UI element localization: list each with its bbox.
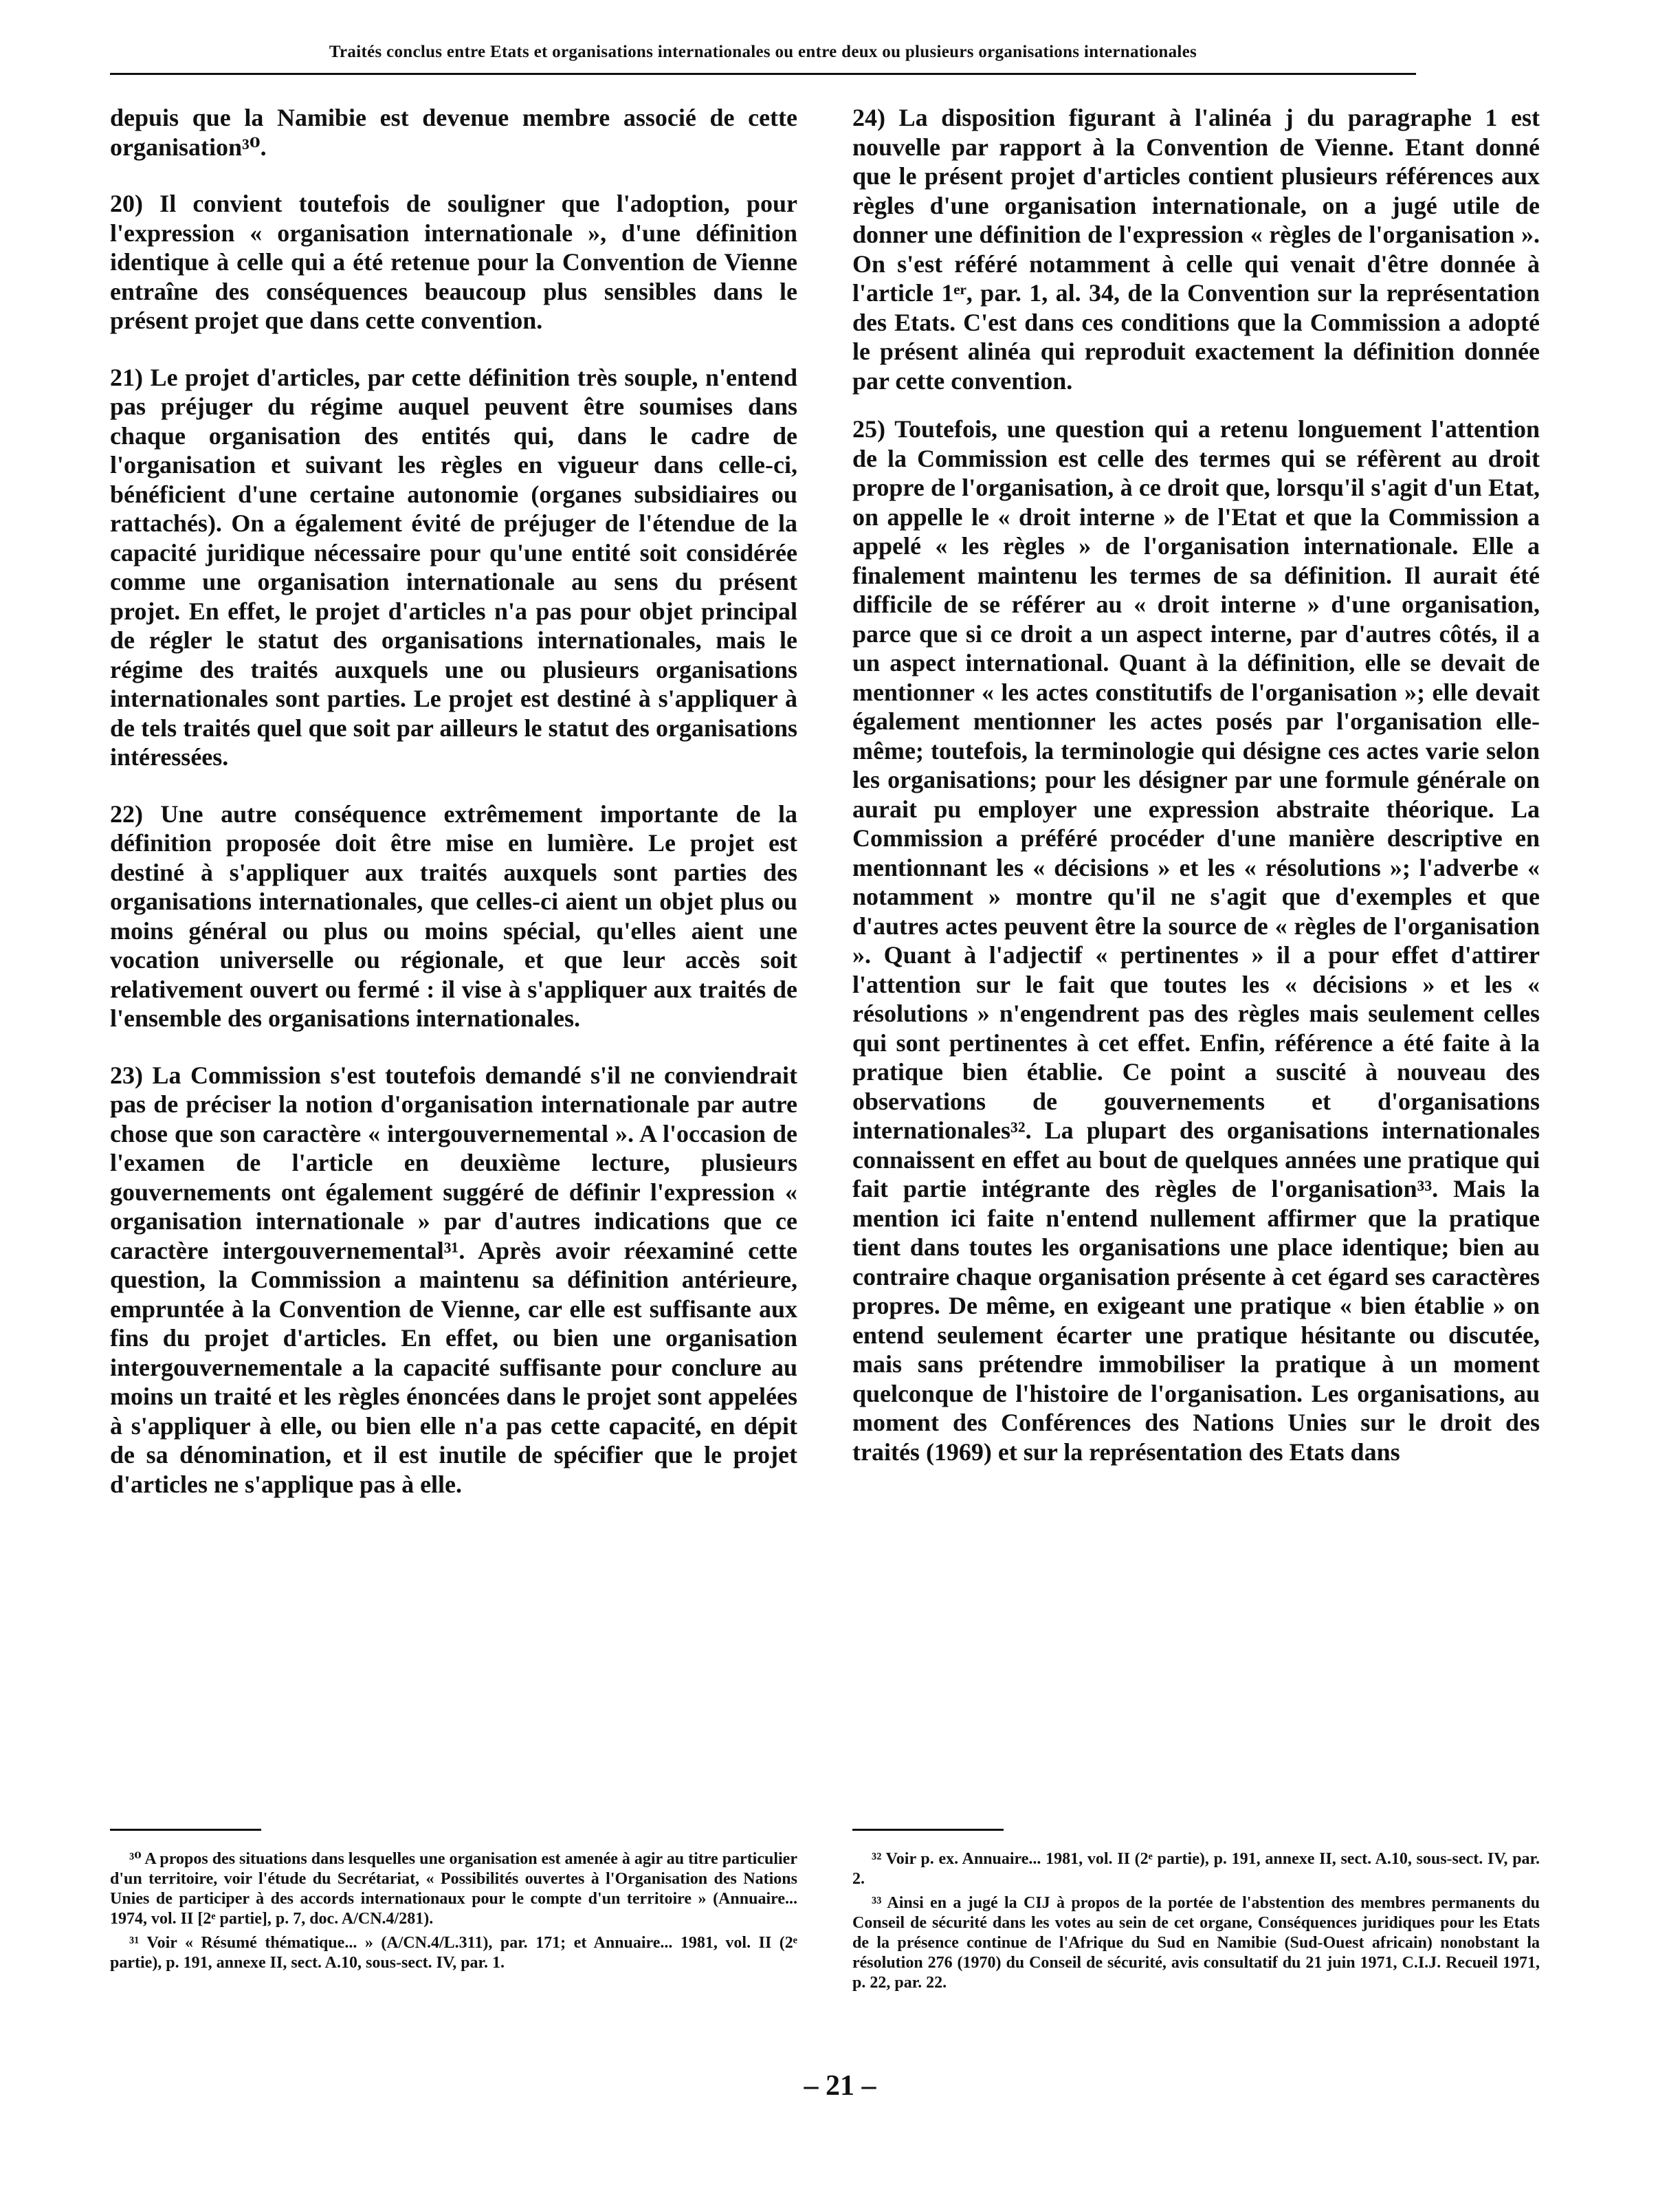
paragraph-22: 22) Une autre conséquence extrêmement importante de la définition proposée doit être mise en lumière. Le projet est destiné à s'appliquer aux traités auxquels sont parties des organisations internationales, que celles-ci aient un objet plus ou moins général ou plus ou moins spécial, qu'elles aient une vocation universelle ou régionale, et que leur accès soit relativement ouvert ou fermé : il vise à s'appliquer aux traités de l'ensemble des organisations internationales. [110, 800, 797, 1032]
page-number: – 21 – [804, 2070, 876, 2102]
paragraph-24: 24) La disposition figurant à l'alinéa j du paragraphe 1 est nouvelle par rapport à la Convention de Vienne. Etant donné que le présent projet d'articles contient plusieurs références aux règles d'une organisation internationale, on a jugé utile de donner une définition de l'expression « règles de l'organisation ». On s'est référé notamment à celle qui venait d'être donnée à l'article 1ᵉʳ, par. 1, al. 34, de la Convention sur la représentation des Etats. C'est dans ces conditions que la Commission a adopté le présent alinéa qui reproduit exactement la définition donnée par cette convention. [852, 104, 1540, 395]
right-column [852, 103, 1540, 1494]
footnote-31: ³¹ Voir « Résumé thématique... » (A/CN.4/L.311), par. 171; et Annuaire... 1981, vol. II (2ᵉ partie), p. 191, annexe II, sect. A.10, sous-sect. IV, par. 1. [110, 1934, 797, 1972]
paragraph-23: 23) La Commission s'est toutefois demandé s'il ne conviendrait pas de préciser la notion d'organisation internationale par autre chose que son caractère « intergouvernemental ». A l'occasion de l'examen de l'article en deuxième lecture, plusieurs gouvernements ont également suggéré de définir l'expression « organisation internationale » par d'autres indications que ce caractère intergouvernemental³¹. Après avoir réexaminé cette question, la Commission a maintenu sa définition antérieure, empruntée à la Convention de Vienne, car elle est suffisante aux fins du projet d'articles. En effet, ou bien une organisation intergouvernementale a la capacité suffisante pour conclure au moins un traité et les règles énoncées dans le projet sont appelées à s'appliquer à elle, ou bien elle n'a pas cette capacité, en dépit de sa dénomination, et il est inutile de spécifier que le projet d'articles ne s'applique pas à elle. [110, 1061, 797, 1498]
paragraph-continuation: depuis que la Namibie est devenue membre associé de cette organisation³⁰. [110, 104, 797, 161]
footnotes-left [110, 1849, 797, 1977]
footnotes-right [852, 1849, 1540, 1997]
footnote-32: ³² Voir p. ex. Annuaire... 1981, vol. II (2ᵉ partie), p. 191, annexe II, sect. A.10, sous-sect. IV, par. 2. [852, 1850, 1540, 1888]
paragraph-20: 20) Il convient toutefois de souligner que l'adoption, pour l'expression « organisation internationale », d'une définition identique à celle qui a été retenue pour la Convention de Vienne entraîne des conséquences beaucoup plus sensibles dans le présent projet que dans cette convention. [110, 190, 797, 334]
header-rule [110, 73, 1416, 75]
footnote-30: ³⁰ A propos des situations dans lesquelles une organisation est amenée à agir au titre particulier d'un territoire, voir l'étude du Secrétariat, « Possibilités ouvertes à l'Organisation des Nations Unies de participer à des accords internationaux pour le compte d'un territoire » (Annuaire... 1974, vol. II [2ᵉ partie], p. 7, doc. A/CN.4/281). [110, 1850, 797, 1928]
paragraph-25: 25) Toutefois, une question qui a retenu longuement l'attention de la Commission est celle des termes qui se réfèrent au droit propre de l'organisation, à ce droit que, lorsqu'il s'agit d'un Etat, on appelle le « droit interne » de l'Etat et que la Commission a appelé « les règles » de l'organisation internationale. Elle a finalement maintenu les termes de sa définition. Il aurait été difficile de se référer au « droit interne » d'une organisation, parce que si ce droit a un aspect interne, par d'autres côtés, il a un aspect international. Quant à la définition, elle se devait de mentionner « les actes constitutifs de l'organisation »; elle devait également mentionner les actes posés par l'organisation elle-même; toutefois, la terminologie qui désigne ces actes varie selon les organisations; pour les désigner par une formule générale on aurait pu employer une expression abstraite théorique. La Commission a préféré procéder d'une manière descriptive en mentionnant les « décisions » et les « résolutions »; l'adverbe « notamment » montre qu'il ne s'agit que d'exemples et que d'autres actes peuvent être la source de « règles de l'organisation ». Quant à l'adjectif « pertinentes » il a pour effet d'attirer l'attention sur le fait que toutes les « décisions » et les « résolutions » n'engendrent pas des règles mais seulement celles qui sont pertinentes à cet effet. Enfin, référence a été faite à la pratique bien établie. Ce point a suscité à nouveau des observations de gouvernements et d'organisations internationales³². La plupart des organisations internationales connaissent en effet au bout de quelques années une pratique qui fait partie intégrante des règles de l'organisation³³. Mais la mention ici faite n'entend nullement affirmer que la pratique tient dans toutes les organisations une place identique; bien au contraire chaque organisation présente à cet égard ses caractères propres. De même, en exigeant une pratique « bien établie » on entend seulement écarter une pratique hésitante ou discutée, mais sans prétendre immobiliser la pratique à un moment quelconque de l'histoire de l'organisation. Les organisations, au moment des Conférences des Nations Unies sur le droit des traités (1969) et sur la représentation des Etats dans [852, 415, 1540, 1466]
paragraph-21: 21) Le projet d'articles, par cette définition très souple, n'entend pas préjuger du régime auquel peuvent être soumises dans chaque organisation des entités qui, dans le cadre de l'organisation et suivant les règles en vigueur dans celle-ci, bénéficient d'une certaine autonomie (organes subsidiaires ou rattachés). On a également évité de préjuger de l'étendue de la capacité juridique nécessaire pour qu'une entité soit considérée comme une organisation internationale au sens du présent projet. En effet, le projet d'articles n'a pas pour objet principal de régler le statut des organisations internationales, mais le régime des traités auxquels une ou plusieurs organisations internationales sont parties. Le projet est destiné à s'appliquer à de tels traités quel que soit par ailleurs le statut des organisations intéressées. [110, 363, 797, 771]
left-column [110, 103, 797, 1526]
running-header: Traités conclus entre Etats et organisations internationales ou entre deux ou plusieurs organisations internationales [329, 43, 1197, 61]
footnote-rule-left [110, 1829, 261, 1831]
footnote-33: ³³ Ainsi en a jugé la CIJ à propos de la portée de l'abstention des membres permanents du Conseil de sécurité dans les votes au sein de cet organe, Conséquences juridiques pour les Etats de la présence continue de l'Afrique du Sud en Namibie (Sud-Ouest africain) nonobstant la résolution 276 (1970) du Conseil de sécurité, avis consultatif du 21 juin 1971, C.I.J. Recueil 1971, p. 22, par. 22. [852, 1894, 1540, 1992]
footnote-rule-right [852, 1829, 1004, 1831]
